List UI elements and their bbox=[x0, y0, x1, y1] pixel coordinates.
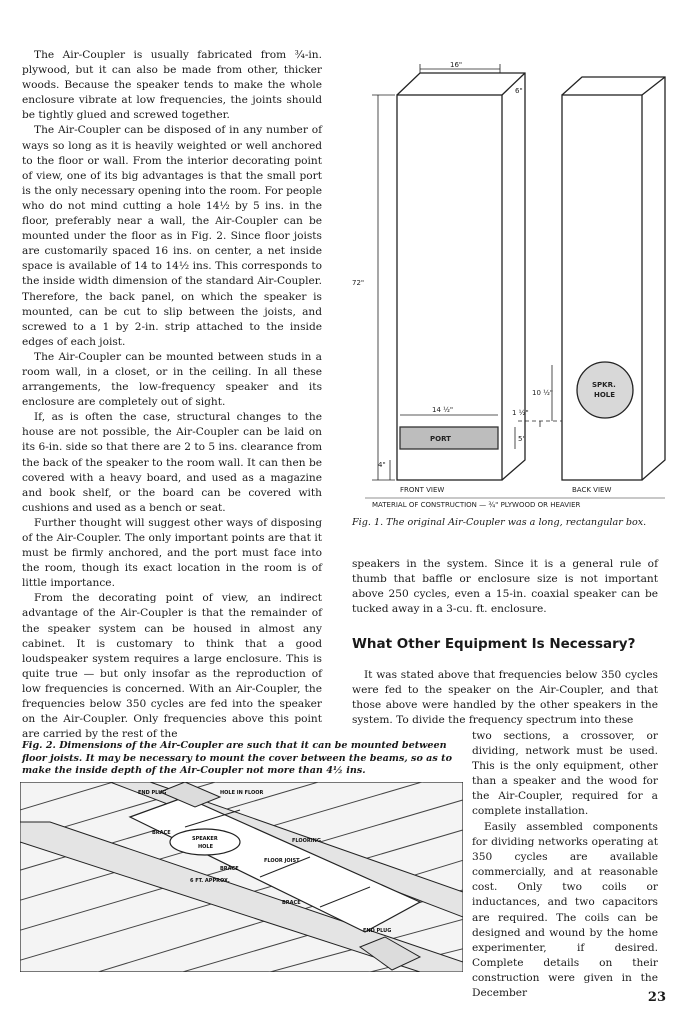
hole-label-2: HOLE bbox=[594, 391, 616, 399]
front-view-depth bbox=[397, 73, 525, 480]
speaker-hole-circle bbox=[577, 362, 633, 418]
dim-width: 16" bbox=[450, 61, 463, 69]
dim-bottom: 4" bbox=[378, 461, 386, 469]
hole-label-1: SPKR. bbox=[592, 381, 616, 389]
material-label: MATERIAL OF CONSTRUCTION — ¾" PLYWOOD OR HEAVIER bbox=[372, 501, 581, 509]
approx-label: 6 FT. APPROX. bbox=[190, 878, 230, 884]
back-view-label: BACK VIEW bbox=[572, 486, 612, 494]
paragraph: It was stated above that frequencies below 350 cycles were fed to the speaker on the Air-Coupler, and that those above were handled by the other speakers in the system. To divide the frequency spectrum into these bbox=[352, 669, 658, 727]
hole-in-floor-label: HOLE IN FLOOR bbox=[220, 790, 264, 796]
dim-depth: 6" bbox=[515, 87, 523, 95]
left-column bbox=[22, 48, 322, 742]
brace-3-label: BRACE bbox=[282, 900, 301, 906]
paragraph: Further thought will suggest other ways of disposing of the Air-Coupler. The only important points are that it must be firmly anchored, and the port must face into the room, though its exact location in the room is of little importance. bbox=[22, 516, 322, 590]
figure-2-diagram bbox=[20, 782, 463, 972]
figure-2-caption: Fig. 2. Dimensions of the Air-Coupler are such that it can be mounted between floor joists. It may be necessary to mount the cover between the beams, so as to make the inside depth of the Air-Coupler not more than 4½ ins. bbox=[22, 740, 452, 776]
paragraph: From the decorating point of view, an indirect advantage of the Air-Coupler is that the remainder of the speaker system can be housed in almost any cabinet. It is customary to think that a good loudspeaker system requires a large enclosure. This is quite true — but only insofar as the reproduction of low frequencies is concerned. With an Air-Coupler, the frequencies below 350 cycles are fed into the speaker on the Air-Coupler. Only frequencies above this point are carried by the rest of the bbox=[22, 592, 322, 741]
speaker-hole-label-2: HOLE bbox=[198, 844, 214, 850]
paragraph: Easily assembled components for dividing networks operating at 350 cycles are available commercially, and at reasonable cost. Only two coils or inductances, and two capacitors are required. The coils can be designed and wound by the home experimenter, if desired. Complete details on their construction were given in the December bbox=[472, 821, 658, 1000]
dim-height: 72" bbox=[352, 279, 365, 287]
figure-1-caption: Fig. 1. The original Air-Coupler was a long, rectangular box. bbox=[352, 517, 647, 528]
brace-1-label: BRACE bbox=[152, 830, 171, 836]
end-plug-bottom: END PLUG bbox=[363, 928, 392, 934]
dim-hole-height: 10 ½" bbox=[532, 389, 554, 397]
paragraph: The Air-Coupler can be disposed of in any number of ways so long as it is heavily weighted or well anchored to the floor or wall. From the interior decorating point of view, one of its big advantages is that the small port is the only necessary opening into the room. For people who do not mind cutting a hole 14½ by 5 ins. in the floor, preferably near a wall, the Air-Coupler can be mounted under the floor as in Fig. 2. Since floor joists are customarily spaced 16 ins. on center, a net inside space is available of 14 to 14½ ins. This corresponds to the inside width dimension of the standard Air-Coupler. Therefore, the back panel, on which the speaker is mounted, can be cut to slip between the joists, and screwed to a 1 by 2-in. strip attached to the inside edges of each joist. bbox=[22, 124, 322, 348]
brace-2-label: BRACE bbox=[220, 866, 239, 872]
front-view-box bbox=[397, 95, 502, 480]
back-view-box bbox=[562, 95, 642, 480]
paragraph: The Air-Coupler is usually fabricated from ¾-in. plywood, but it can also be made from other, thicker woods. Because the speaker tends to make the whole enclosure vibrate at low frequencies, the joints should be tightly glued and screwed together. bbox=[22, 49, 322, 122]
paragraph: The Air-Coupler can be mounted between studs in a room wall, in a closet, or in the ceiling. In all these arrangements, the low-frequency speaker and its enclosure are completely out of sight. bbox=[22, 350, 322, 409]
port-label: PORT bbox=[430, 435, 451, 443]
paragraph: speakers in the system. Since it is a general rule of thumb that baffle or enclosure size is not important above 250 cycles, even a 15-in. coaxial speaker can be tucked away in a 3-cu. ft. enclosure. bbox=[352, 558, 658, 616]
speaker-hole-label-1: SPEAKER bbox=[192, 836, 218, 842]
paragraph: two sections, a crossover, or dividing, network must be used. This is the only equipment, other than a speaker and the wood for the Air-Coupler, required for a complete installation. bbox=[472, 730, 658, 818]
front-view-label: FRONT VIEW bbox=[400, 486, 445, 494]
section-heading: What Other Equipment Is Necessary? bbox=[352, 636, 636, 652]
dim-port-width: 14 ½" bbox=[432, 406, 454, 414]
page-number: 23 bbox=[647, 990, 666, 1005]
end-plug-top: END PLUG bbox=[138, 790, 167, 796]
figure-1-diagram bbox=[340, 55, 680, 510]
floor-joist-label: FLOOR JOIST bbox=[264, 858, 300, 864]
flooring-label: FLOORING bbox=[292, 838, 321, 844]
speaker-hole-ellipse bbox=[170, 829, 240, 855]
dim-port-height: 5" bbox=[518, 435, 526, 443]
dim-hole-offset: 1 ½" bbox=[512, 409, 529, 417]
paragraph: If, as is often the case, structural changes to the house are not possible, the Air-Coupler can be laid on its 6-in. side so that there are 2 to 5 ins. clearance from the back of the speaker to the room wall. It can then be covered with a heavy board, and used as a magazine and book shelf, or the board can be covered with cushions and used as a bench or seat. bbox=[22, 411, 322, 514]
